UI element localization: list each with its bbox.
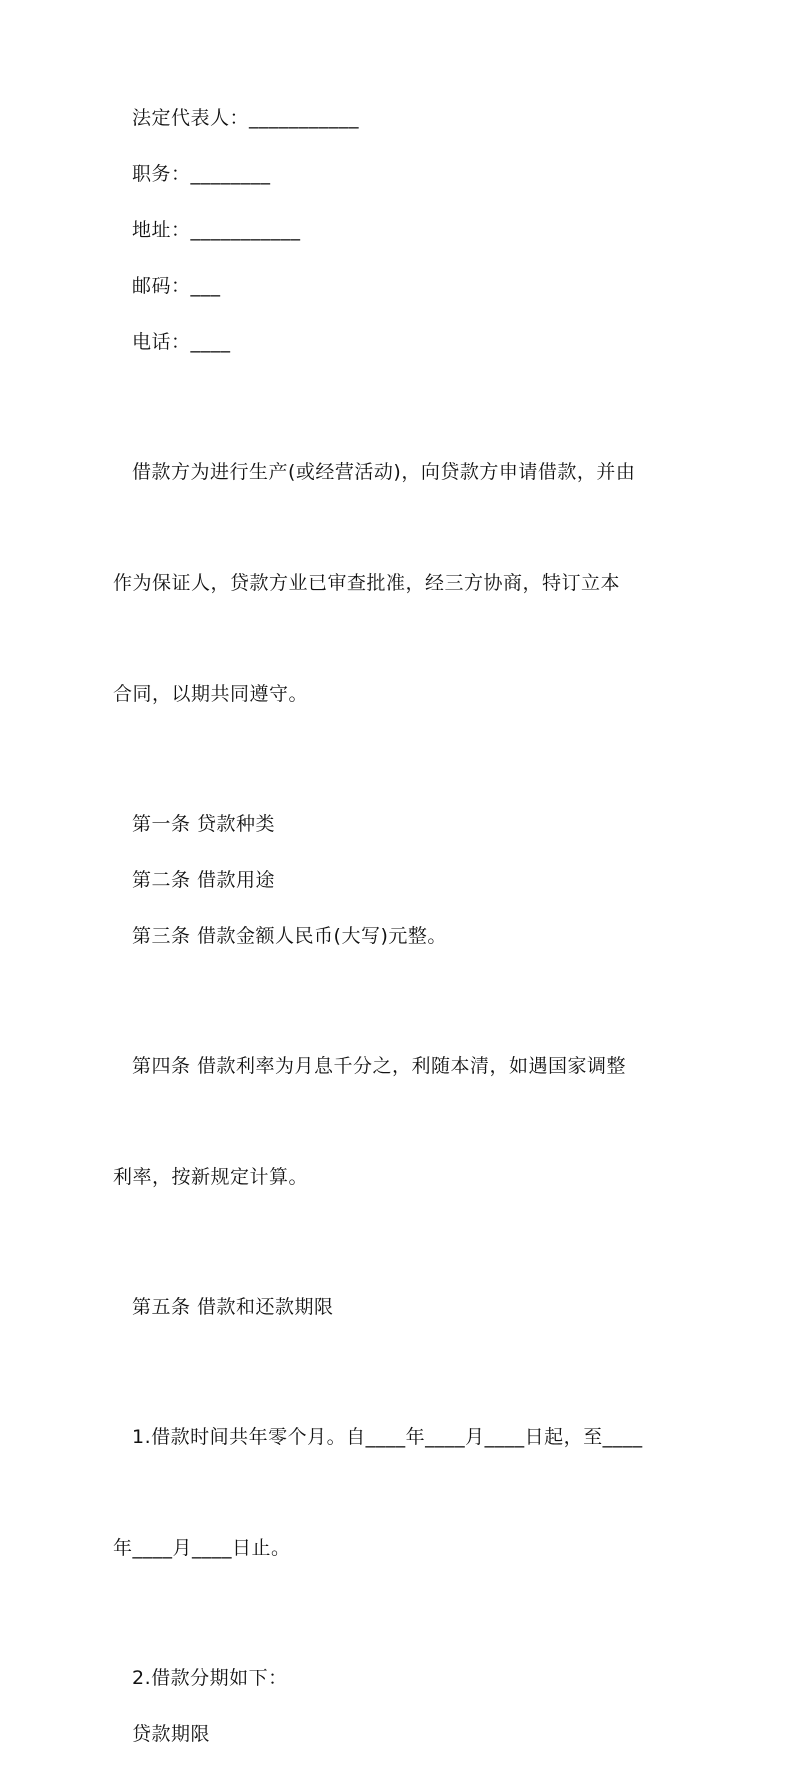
intro-line-3: 合同，以期共同遵守。 bbox=[113, 683, 309, 705]
position-field: 职务：________ bbox=[132, 163, 271, 185]
article-5: 第五条 借款和还款期限 bbox=[132, 1296, 334, 1318]
article-4 bbox=[113, 974, 673, 1270]
postcode-field: 邮码：___ bbox=[132, 275, 221, 297]
item-1 bbox=[113, 1345, 673, 1641]
item-1-line-2: 年____月____日止。 bbox=[113, 1537, 291, 1559]
intro-line-2: 作为保证人，贷款方业已审查批准，经三方协商，特订立本 bbox=[113, 572, 621, 594]
address-field: 地址：___________ bbox=[132, 219, 301, 241]
article-4-line-1: 第四条 借款利率为月息千分之，利随本清，如遇国家调整 bbox=[132, 1055, 627, 1077]
intro-line-1: 借款方为进行生产(或经营活动)，向贷款方申请借款，并由 bbox=[132, 461, 636, 483]
intro-paragraph bbox=[113, 380, 673, 787]
item-1-line-1: 1.借款时间共年零个月。自____年____月____日起，至____ bbox=[132, 1426, 643, 1448]
article-3: 第三条 借款金额人民币(大写)元整。 bbox=[132, 925, 447, 947]
article-2: 第二条 借款用途 bbox=[132, 869, 276, 891]
document-body bbox=[113, 100, 673, 1772]
loan-term-heading: 贷款期限 bbox=[132, 1723, 211, 1745]
phone-field: 电话：____ bbox=[132, 331, 231, 353]
article-4-line-2: 利率，按新规定计算。 bbox=[113, 1166, 309, 1188]
article-1: 第一条 贷款种类 bbox=[132, 813, 276, 835]
item-2: 2.借款分期如下： bbox=[132, 1667, 288, 1689]
legal-rep-field: 法定代表人：___________ bbox=[132, 107, 360, 129]
